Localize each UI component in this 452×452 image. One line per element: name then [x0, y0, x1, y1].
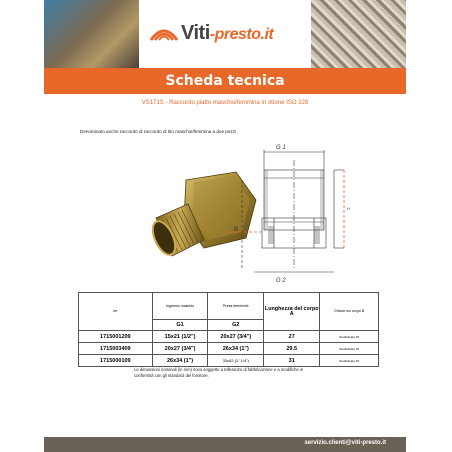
cell-length: 31	[264, 355, 320, 367]
table-row	[79, 355, 379, 367]
col-g2-label: Presa femminile	[222, 303, 249, 308]
cell-g2: 33x42 (1" 1/4")	[208, 355, 264, 367]
col-g1-header	[152, 293, 208, 320]
brand-logo[interactable]	[139, 0, 311, 68]
brand-main: Viti	[181, 22, 210, 44]
label-g2: G 2	[276, 278, 286, 284]
tolerance-note: Le dimensioni nominali (in mm) sono soggette a tolleranze di fabbricazione e a modifiche in conformità con gli standard del fornitore.	[134, 367, 304, 378]
sheet-title: Scheda tecnica	[165, 73, 285, 89]
cell-key: Studiolinato 29	[320, 331, 379, 343]
technical-drawing	[224, 140, 374, 285]
cell-g1: 20x27 (3/4")	[152, 343, 208, 355]
col-key-header	[320, 293, 379, 331]
col-g1-label: Ingresso maschio	[165, 303, 195, 308]
screws-photo	[311, 0, 406, 68]
cell-code: 1715000109	[79, 355, 153, 367]
cell-g2: 20x27 (3/4")	[208, 331, 264, 343]
label-g1: G 1	[276, 145, 286, 151]
cell-key: Studiolinato 36	[320, 343, 379, 355]
cell-code: 1715003409	[79, 343, 153, 355]
col-length-label: Lunghezza del corpo A	[264, 305, 319, 317]
datasheet-page	[44, 0, 406, 452]
cell-g2: 26x34 (1")	[208, 343, 264, 355]
table-row	[79, 331, 379, 343]
spec-table	[78, 292, 379, 367]
brand-accent: -presto.it	[209, 26, 274, 43]
table-header-row	[79, 293, 379, 320]
header-banner	[44, 0, 406, 94]
footer-bar	[44, 437, 406, 452]
product-description: Denominato anche raccordo di raccordo di tito maschio/femmina a due pezzi	[80, 129, 237, 134]
product-subtitle: VS171S - Raccordo piatto maschio/femmina in ottone ISO 228	[141, 100, 309, 106]
title-bar	[44, 68, 406, 94]
cell-length: 29.5	[264, 343, 320, 355]
cell-g1: 15x21 (1/2")	[152, 331, 208, 343]
col-key-label: Chiave sul corpo B	[334, 309, 365, 313]
cell-key: Studiolinato 45	[320, 355, 379, 367]
label-a: H	[347, 206, 350, 211]
cell-length: 27	[264, 331, 320, 343]
cell-code: 1715001209	[79, 331, 153, 343]
col-length-header	[264, 293, 320, 331]
col-g1-sub: G1	[152, 320, 208, 331]
col-g2-header	[208, 293, 264, 320]
table-row	[79, 343, 379, 355]
logo-arcs-icon	[149, 20, 179, 44]
col-code-label: rer	[113, 309, 118, 313]
col-g2-sub: G2	[208, 320, 264, 331]
cell-g1: 26x34 (1")	[152, 355, 208, 367]
label-b: B	[234, 227, 239, 233]
brand-name	[181, 22, 273, 45]
footer-email-link[interactable]: servizio.clienti@viti-presto.it	[304, 440, 386, 446]
col-code-header	[79, 293, 153, 331]
tools-photo	[44, 0, 139, 68]
